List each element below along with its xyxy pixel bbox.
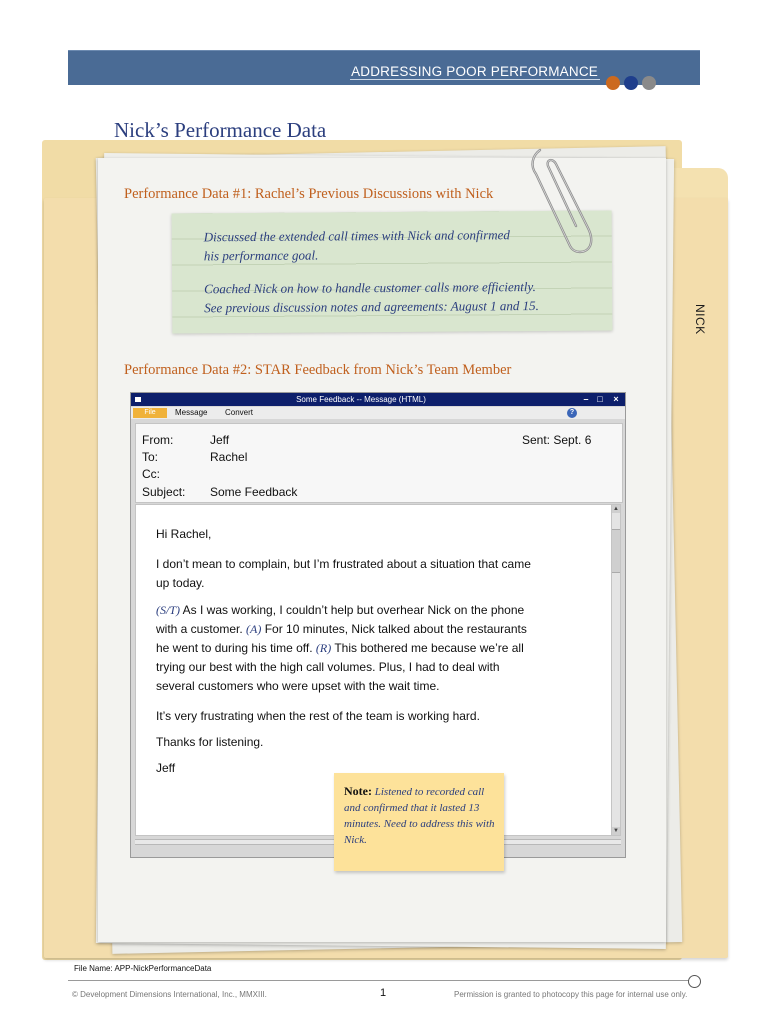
cc-label: Cc: (142, 467, 160, 481)
sticky-note-text (344, 783, 496, 848)
permission-notice: Permission is granted to photocopy this page for internal use only. (454, 990, 688, 999)
header-rule (350, 79, 600, 80)
body-line: several customers who were upset with the wait time. (156, 679, 440, 693)
body-paragraph (156, 555, 576, 593)
menubar (131, 407, 625, 419)
subject-value: Some Feedback (210, 485, 298, 499)
body-paragraph: It’s very frustrating when the rest of the team is working hard. (156, 709, 480, 723)
page-title: Nick’s Performance Data (114, 118, 327, 142)
help-icon[interactable]: ? (567, 408, 577, 418)
body-line: For 10 minutes, Nick talked about the restaurants (261, 622, 527, 636)
folder-tab-label: NICK (693, 304, 707, 335)
star-action-tag: (A) (246, 622, 262, 636)
note-paragraph-2 (204, 277, 539, 317)
gray-dot (642, 76, 656, 90)
window-title: Some Feedback -- Message (HTML) (296, 395, 426, 404)
note-line: Discussed the extended call times with Nick and confirmed (203, 227, 510, 245)
to-value: Rachel (210, 450, 248, 464)
footer-circle (688, 975, 701, 988)
file-name: File Name: APP-NickPerformanceData (74, 964, 212, 973)
body-paragraph (156, 601, 576, 696)
from-label: From: (142, 433, 174, 447)
copyright: © Development Dimensions International, Inc., MMXIII. (72, 990, 267, 999)
body-line: he went to during his time off. (156, 641, 316, 655)
body-scrollbar[interactable] (611, 504, 621, 836)
header-title: ADDRESSING POOR PERFORMANCE (351, 64, 598, 79)
sticky-note-label: Note: (344, 784, 372, 798)
page-number: 1 (380, 987, 387, 999)
to-label: To: (142, 450, 159, 464)
body-line: up today. (156, 576, 205, 590)
scroll-up-icon[interactable]: ▲ (613, 506, 619, 512)
greeting: Hi Rachel, (156, 527, 212, 541)
note-line: his performance goal. (203, 247, 319, 264)
navy-dot (624, 76, 638, 90)
body-line: This bothered me because we’re all (331, 641, 524, 655)
section2-heading: Performance Data #2: STAR Feedback from Nick’s Team Member (124, 362, 512, 378)
scroll-down-icon[interactable]: ▼ (613, 828, 619, 834)
body-line: I don’t mean to complain, but I’m frustrated about a situation that came (156, 557, 531, 571)
from-value: Jeff (210, 433, 230, 447)
note-paragraph-1 (204, 225, 510, 265)
body-line: trying our best with the high call volumes. Plus, I had to deal with (156, 660, 500, 674)
note-line: Coached Nick on how to handle customer calls more efficiently. (204, 278, 536, 297)
signature: Jeff (156, 761, 176, 775)
maximize-icon[interactable]: □ (597, 394, 603, 404)
email-header-fields (135, 423, 623, 503)
minimize-icon[interactable]: – (583, 394, 589, 404)
menu-convert[interactable]: Convert (225, 408, 254, 417)
body-paragraph: Thanks for listening. (156, 735, 264, 749)
sent-date: Sent: Sept. 6 (522, 433, 592, 447)
subject-label: Subject: (142, 485, 186, 499)
paperclip-icon (526, 142, 598, 258)
star-result-tag: (R) (315, 641, 332, 655)
section1-heading: Performance Data #1: Rachel’s Previous Discussions with Nick (124, 186, 494, 202)
sticky-note-body: Listened to recorded call and confirmed that it lasted 13 minutes. Need to address this with Nick. (344, 786, 495, 846)
body-line: with a customer. (156, 622, 247, 636)
scroll-thumb[interactable] (612, 529, 620, 573)
sticky-note (334, 773, 504, 871)
window-titlebar (131, 393, 625, 406)
star-situation-tag: (S/T) (156, 603, 180, 617)
menu-file[interactable]: File (133, 408, 167, 418)
footer-rule (68, 980, 690, 981)
body-line: As I was working, I couldn’t help but overhear Nick on the phone (180, 603, 525, 617)
note-line: See previous discussion notes and agreements: August 1 and 15. (204, 297, 539, 316)
orange-dot (606, 76, 620, 90)
close-icon[interactable]: × (613, 394, 619, 404)
menu-message[interactable]: Message (175, 408, 208, 417)
